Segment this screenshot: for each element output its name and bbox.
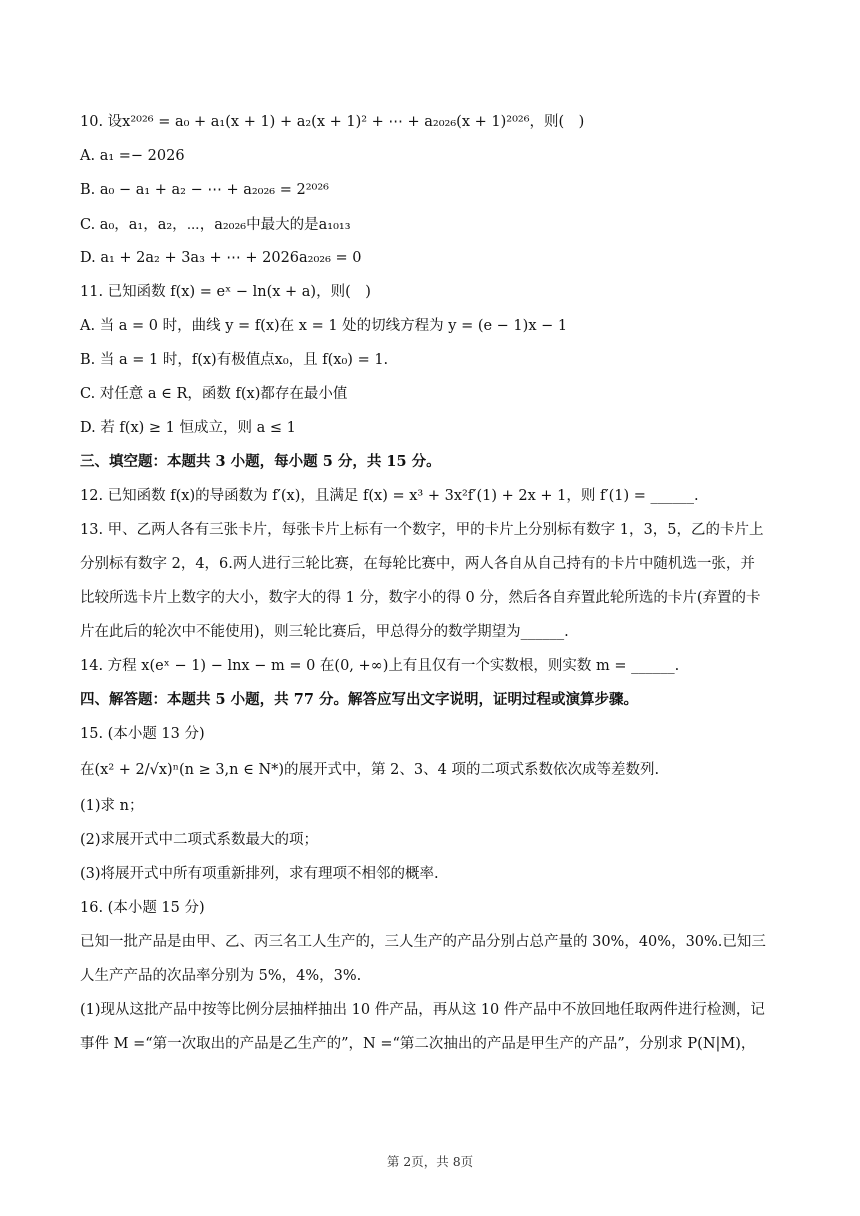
q13-text-line-4: 片在此后的轮次中不能使用)，则三轮比赛后，甲总得分的数学期望为______. (80, 624, 569, 640)
q10-option-d: D. a₁ + 2a₂ + 3a₃ + ⋯ + 2026a₂₀₂₆ = 0 (80, 250, 362, 266)
q11-option-c: C. 对任意 a ∈ R，函数 f(x)都存在最小值 (80, 386, 348, 402)
page-number-footer: 第 2页，共 8页 (386, 1154, 474, 1169)
q16-stem-line-1: 已知一批产品是由甲、乙、丙三名工人生产的，三人生产的产品分别占总产量的 30%，40%，30%.已知三 (80, 934, 766, 950)
q10-option-b: B. a₀ − a₁ + a₂ − ⋯ + a₂₀₂₆ = 2²⁰²⁶ (80, 182, 329, 198)
q15-part-3: (3)将展开式中所有项重新排列，求有理项不相邻的概率. (80, 866, 439, 882)
q12-text: 12. 已知函数 f(x)的导函数为 f′(x)，且满足 f(x) = x³ + 3x²f′(1) + 2x + 1，则 f′(1) = ______. (80, 488, 699, 504)
q10-option-c: C. a₀，a₁，a₂，⋯，a₂₀₂₆中最大的是a₁₀₁₃ (80, 217, 351, 233)
q16-part-1-line-1: (1)现从这批产品中按等比例分层抽样抽出 10 件产品，再从这 10 件产品中不放回地任取两件进行检测，记 (80, 1002, 765, 1018)
q16-stem-line-2: 人生产产品的次品率分别为 5%，4%，3%. (80, 968, 362, 984)
q14-text: 14. 方程 x(eˣ − 1) − lnx − m = 0 在(0, +∞)上有且仅有一个实数根，则实数 m = ______. (80, 658, 680, 674)
section-heading-fill-in: 三、填空题：本题共 3 小题，每小题 5 分，共 15 分。 (80, 453, 441, 470)
q15-stem: 在(x² + 2/√x)ⁿ(n ≥ 3,n ∈ N*)的展开式中，第 2、3、4 项的二项式系数依次成等差数列. (80, 762, 660, 778)
q16-header: 16. (本小题 15 分) (80, 900, 205, 916)
q11-option-b: B. 当 a = 1 时，f(x)有极值点x₀，且 f(x₀) = 1. (80, 352, 389, 368)
q15-part-1: (1)求 n； (80, 798, 144, 814)
q11-stem: 11. 已知函数 f(x) = eˣ − ln(x + a)，则( ) (80, 284, 371, 300)
q15-header: 15. (本小题 13 分) (80, 726, 205, 742)
q13-text-line-3: 比较所选卡片上数字的大小，数字大的得 1 分，数字小的得 0 分，然后各自弃置此轮所选的卡片(弃置的卡 (80, 590, 761, 606)
q10-option-a: A. a₁ =− 2026 (80, 148, 185, 164)
q10-stem: 10. 设x²⁰²⁶ = a₀ + a₁(x + 1) + a₂(x + 1)² + ⋯ + a₂₀₂₆(x + 1)²⁰²⁶，则( ) (80, 114, 585, 130)
q16-part-1-line-2: 事件 M =“第一次取出的产品是乙生产的”，N =“第二次抽出的产品是甲生产的产品”，分别求 P(N|M)， (80, 1036, 756, 1052)
q15-part-2: (2)求展开式中二项式系数最大的项； (80, 832, 319, 848)
q11-option-a: A. 当 a = 0 时，曲线 y = f(x)在 x = 1 处的切线方程为 y = (e − 1)x − 1 (80, 318, 568, 334)
q11-option-d: D. 若 f(x) ≥ 1 恒成立，则 a ≤ 1 (80, 420, 296, 436)
q13-text-line-1: 13. 甲、乙两人各有三张卡片，每张卡片上标有一个数字，甲的卡片上分别标有数字 1，3，5，乙的卡片上 (80, 522, 764, 538)
q13-text-line-2: 分别标有数字 2，4，6.两人进行三轮比赛，在每轮比赛中，两人各自从自己持有的卡片中随机选一张，并 (80, 556, 755, 572)
section-heading-answer: 四、解答题：本题共 5 小题，共 77 分。解答应写出文字说明，证明过程或演算步骤。 (80, 691, 638, 708)
